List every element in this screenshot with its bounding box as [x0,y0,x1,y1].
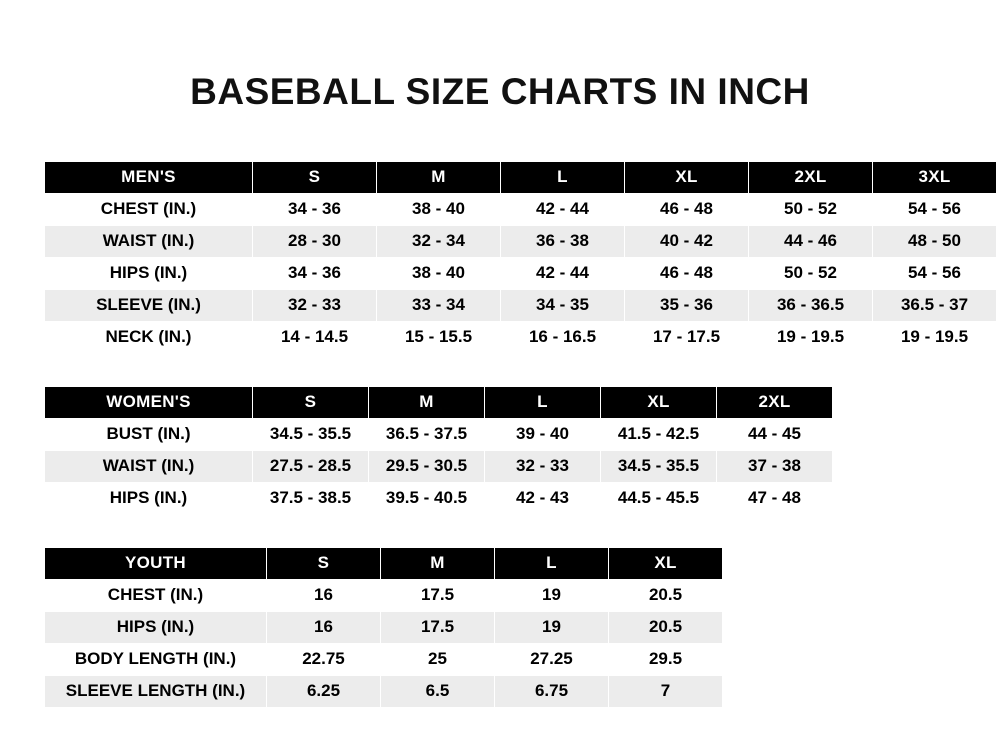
cell-value: 27.25 [495,643,609,675]
table-row [45,482,833,514]
youth-header-m: M [381,547,495,579]
cell-value: 19 [495,579,609,611]
table-row [45,418,833,450]
table-row [45,643,723,675]
mens-header-2xl: 2XL [749,161,873,193]
mens-header-l: L [501,161,625,193]
cell-value: 32 - 33 [253,289,377,321]
cell-value: 32 - 34 [377,225,501,257]
cell-value: 36.5 - 37 [873,289,997,321]
table-row [45,450,833,482]
cell-value: 35 - 36 [625,289,749,321]
cell-value: 16 [267,611,381,643]
womens-header-category: WOMEN'S [45,386,253,418]
cell-value: 46 - 48 [625,257,749,289]
cell-value: 34.5 - 35.5 [253,418,369,450]
table-row [45,289,997,321]
youth-header-category: YOUTH [45,547,267,579]
cell-value: 38 - 40 [377,193,501,225]
row-label: BUST (IN.) [45,418,253,450]
cell-value: 16 [267,579,381,611]
cell-value: 17.5 [381,611,495,643]
table-row [45,225,997,257]
womens-header-xl: XL [601,386,717,418]
table-header-row [45,161,997,193]
cell-value: 17.5 [381,579,495,611]
table-row [45,675,723,707]
cell-value: 7 [609,675,723,707]
cell-value: 34 - 36 [253,257,377,289]
row-label: BODY LENGTH (IN.) [45,643,267,675]
cell-value: 40 - 42 [625,225,749,257]
cell-value: 42 - 44 [501,193,625,225]
cell-value: 48 - 50 [873,225,997,257]
cell-value: 37 - 38 [717,450,833,482]
cell-value: 38 - 40 [377,257,501,289]
cell-value: 39 - 40 [485,418,601,450]
table-row [45,193,997,225]
table-header-row [45,386,833,418]
youth-header-s: S [267,547,381,579]
cell-value: 25 [381,643,495,675]
cell-value: 14 - 14.5 [253,321,377,353]
row-label: CHEST (IN.) [45,579,267,611]
row-label: SLEEVE (IN.) [45,289,253,321]
cell-value: 42 - 44 [501,257,625,289]
cell-value: 29.5 [609,643,723,675]
cell-value: 34.5 - 35.5 [601,450,717,482]
table-header-row [45,547,723,579]
cell-value: 16 - 16.5 [501,321,625,353]
table-row [45,579,723,611]
cell-value: 44 - 45 [717,418,833,450]
youth-header-xl: XL [609,547,723,579]
cell-value: 15 - 15.5 [377,321,501,353]
cell-value: 36 - 38 [501,225,625,257]
page-title: BASEBALL SIZE CHARTS IN INCH [190,71,810,112]
row-label: HIPS (IN.) [45,257,253,289]
row-label: HIPS (IN.) [45,482,253,514]
cell-value: 6.25 [267,675,381,707]
womens-header-l: L [485,386,601,418]
cell-value: 36 - 36.5 [749,289,873,321]
womens-header-2xl: 2XL [717,386,833,418]
table-row [45,321,997,353]
row-label: SLEEVE LENGTH (IN.) [45,675,267,707]
row-label: WAIST (IN.) [45,225,253,257]
table-row [45,257,997,289]
cell-value: 27.5 - 28.5 [253,450,369,482]
cell-value: 42 - 43 [485,482,601,514]
cell-value: 28 - 30 [253,225,377,257]
row-label: WAIST (IN.) [45,450,253,482]
cell-value: 37.5 - 38.5 [253,482,369,514]
cell-value: 17 - 17.5 [625,321,749,353]
cell-value: 19 [495,611,609,643]
cell-value: 32 - 33 [485,450,601,482]
youth-size-table [44,547,723,708]
row-label: CHEST (IN.) [45,193,253,225]
cell-value: 34 - 36 [253,193,377,225]
cell-value: 19 - 19.5 [749,321,873,353]
table-row [45,611,723,643]
womens-header-s: S [253,386,369,418]
cell-value: 54 - 56 [873,193,997,225]
cell-value: 34 - 35 [501,289,625,321]
cell-value: 6.5 [381,675,495,707]
cell-value: 47 - 48 [717,482,833,514]
mens-header-category: MEN'S [45,161,253,193]
mens-header-xl: XL [625,161,749,193]
cell-value: 50 - 52 [749,257,873,289]
cell-value: 54 - 56 [873,257,997,289]
mens-header-m: M [377,161,501,193]
cell-value: 50 - 52 [749,193,873,225]
cell-value: 46 - 48 [625,193,749,225]
row-label: HIPS (IN.) [45,611,267,643]
row-label: NECK (IN.) [45,321,253,353]
mens-size-table [44,161,997,354]
cell-value: 44.5 - 45.5 [601,482,717,514]
youth-header-l: L [495,547,609,579]
mens-header-3xl: 3XL [873,161,997,193]
cell-value: 6.75 [495,675,609,707]
cell-value: 19 - 19.5 [873,321,997,353]
cell-value: 41.5 - 42.5 [601,418,717,450]
cell-value: 20.5 [609,579,723,611]
womens-size-table [44,386,833,515]
cell-value: 36.5 - 37.5 [369,418,485,450]
cell-value: 33 - 34 [377,289,501,321]
womens-header-m: M [369,386,485,418]
cell-value: 44 - 46 [749,225,873,257]
cell-value: 20.5 [609,611,723,643]
cell-value: 29.5 - 30.5 [369,450,485,482]
cell-value: 39.5 - 40.5 [369,482,485,514]
mens-header-s: S [253,161,377,193]
tables-container [0,161,1000,708]
cell-value: 22.75 [267,643,381,675]
